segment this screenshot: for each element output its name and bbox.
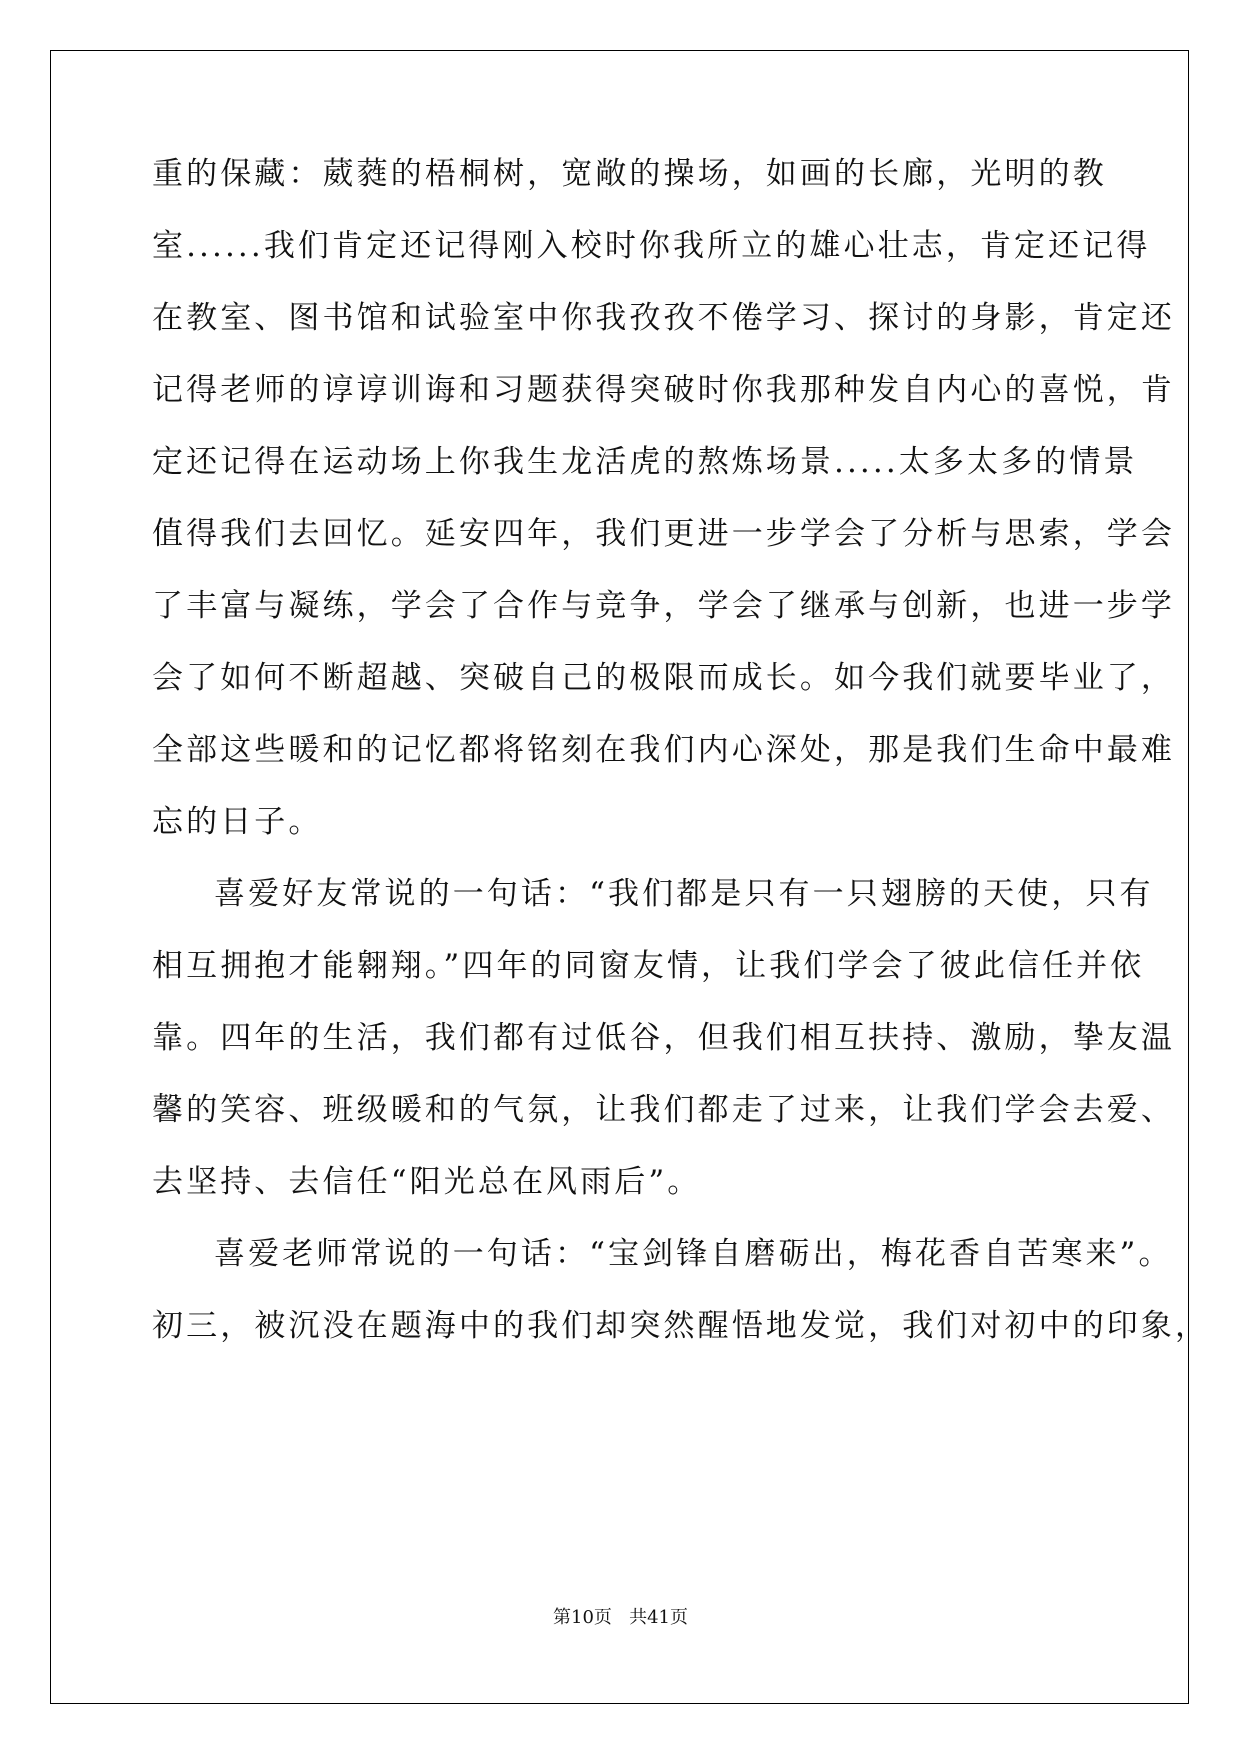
body-line: 馨的笑容、班级暖和的气氛，让我们都走了过来，让我们学会去爱、 [152, 1092, 1175, 1128]
body-line: 靠。四年的生活，我们都有过低谷，但我们相互扶持、激励，挚友温 [152, 1020, 1175, 1056]
body-line: 记得老师的谆谆训诲和习题获得突破时你我那种发自内心的喜悦，肯 [152, 372, 1175, 408]
page-number-footer: 第10页 共41页 [553, 1607, 688, 1628]
paragraph-first-line: 喜爱好友常说的一句话：“我们都是只有一只翅膀的天使，只有 [214, 876, 1154, 912]
body-line: 室......我们肯定还记得刚入校时你我所立的雄心壮志，肯定还记得 [152, 228, 1151, 264]
body-line: 全部这些暖和的记忆都将铭刻在我们内心深处，那是我们生命中最难 [152, 732, 1175, 768]
body-line: 重的保藏：葳蕤的梧桐树，宽敞的操场，如画的长廊，光明的教 [152, 156, 1107, 192]
body-line: 去坚持、去信任“阳光总在风雨后”。 [152, 1164, 702, 1200]
body-line: 在教室、图书馆和试验室中你我孜孜不倦学习、探讨的身影，肯定还 [152, 300, 1175, 336]
body-line: 忘的日子。 [152, 804, 323, 840]
body-line: 定还记得在运动场上你我生龙活虎的熬炼场景.....太多太多的情景 [152, 444, 1138, 480]
body-line: 会了如何不断超越、突破自己的极限而成长。如今我们就要毕业了， [152, 660, 1175, 696]
body-line: 相互拥抱才能翱翔。”四年的同窗友情，让我们学会了彼此信任并依 [152, 948, 1145, 984]
body-line: 了丰富与凝练，学会了合作与竞争，学会了继承与创新，也进一步学 [152, 588, 1175, 624]
body-line: 值得我们去回忆。延安四年，我们更进一步学会了分析与思索，学会 [152, 516, 1175, 552]
paragraph-first-line: 喜爱老师常说的一句话：“宝剑锋自磨砺出，梅花香自苦寒来”。 [214, 1236, 1173, 1272]
body-line: 初三，被沉没在题海中的我们却突然醒悟地发觉，我们对初中的印象， [152, 1308, 1210, 1344]
